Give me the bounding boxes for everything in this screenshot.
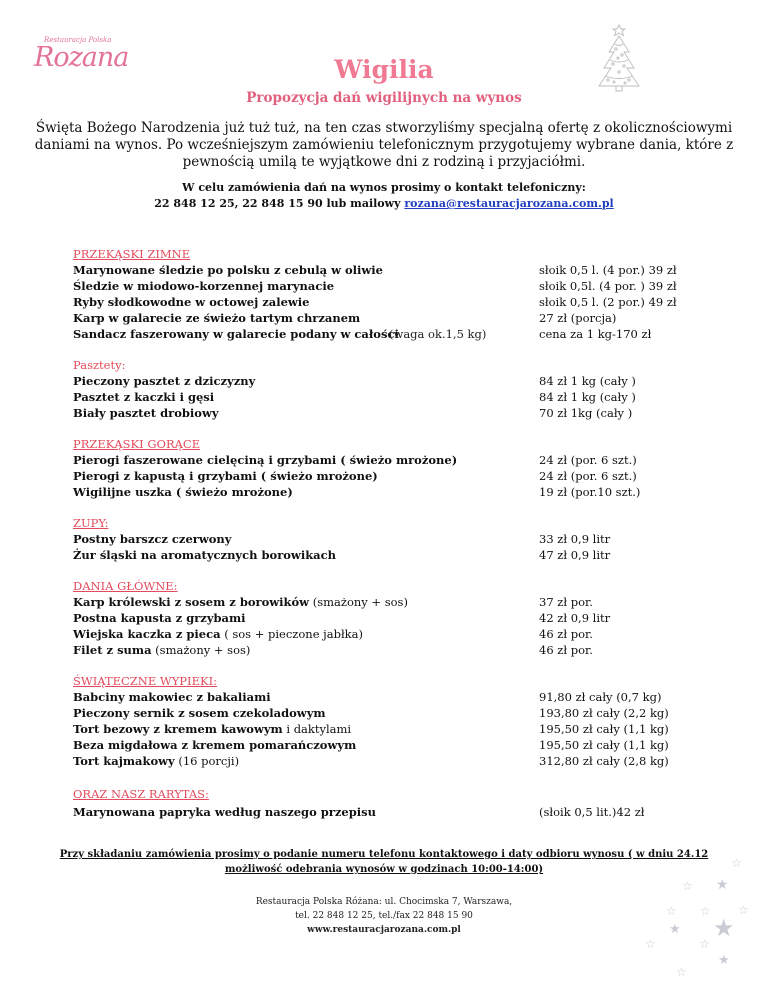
menu-item [73,373,713,389]
section-cold-appetizers [73,246,713,342]
item-name [73,721,351,737]
star-icon: ☆ [676,965,687,979]
item-name: Śledzie w miodowo-korzennej marynacie [73,279,335,293]
item-name [73,705,326,721]
item-title: Postna kapusta z grzybami [73,611,246,625]
item-price: 24 zł (por. 6 szt.) [539,469,637,483]
item-price: 47 zł 0,9 litr [539,548,611,562]
item-note: (smażony + sos) [309,595,408,609]
item-title: Karp królewski z sosem z borowików [73,595,310,609]
star-icon: ☆ [738,903,749,917]
star-icon: ★ [716,877,729,893]
section-title: DANIA GŁÓWNE: [73,579,178,593]
section-soups [73,515,713,563]
menu-item [73,547,713,563]
star-icon: ☆ [731,856,742,870]
star-icon: ★ [669,922,681,937]
item-note: (smażony + sos) [151,643,251,657]
item-price: słoik 0,5 l. (4 por.) 39 zł [539,263,677,277]
item-name: Pieczony pasztet z dziczyzny [73,374,256,388]
item-title: Babciny makowiec z bakaliami [73,690,271,704]
intro-paragraph: Święta Bożego Narodzenia już tuż tuż, na ten czas stworzyliśmy specjalną ofertę z okolicznościowymi daniami na wynos. Po wcześniejszym zamówieniu telefonicznym przygotujemy wybrane dania, które z pewnością umilą te wyjątkowe dni z rodziną i przyjaciółmi. [34,120,734,170]
item-name [73,642,250,658]
footer [0,895,768,937]
item-title: Filet z suma [73,643,152,657]
item-name: Marynowane śledzie po polsku z cebulą w oliwie [73,263,383,277]
item-price: 24 zł (por. 6 szt.) [539,453,637,467]
menu-item [73,262,713,278]
contact-line-2 [0,196,768,212]
star-icon: ☆ [645,937,656,951]
menu-item [73,389,713,405]
menu-item [73,737,713,753]
item-name: Żur śląski na aromatycznych borowikach [73,548,336,562]
star-icon: ★ [713,914,735,942]
item-price: słoik 0,5l. (4 por. ) 39 zł [539,279,677,293]
menu-item [73,531,713,547]
item-price: 91,80 zł cały (0,7 kg) [539,690,662,704]
section-title: ORAZ NASZ RARYTAS: [73,787,209,801]
item-name: Karp w galarecie ze świeżo tartym chrzanem [73,311,361,325]
item-name: Pierogi z kapustą i grzybami ( świeżo mrożone) [73,469,378,483]
menu-item [73,753,713,769]
item-note: ( sos + pieczone jabłka) [220,627,363,641]
menu-item [73,689,713,705]
section-title: Pasztety: [73,358,126,372]
item-price: (słoik 0,5 lit.)42 zł [539,805,645,819]
star-icon: ☆ [666,904,677,918]
section-title: PRZEKĄSKI GORĄCE [73,437,201,451]
menu-item [73,278,713,294]
item-title: Wiejska kaczka z pieca [73,627,221,641]
logo-wordmark: Rozana [34,42,129,73]
menu-item [73,294,713,310]
logo-tagline: Restauracja Polska [44,36,112,44]
page-title: Wigilia [334,55,434,84]
item-price: 46 zł por. [539,627,593,641]
star-icon: ☆ [682,879,693,893]
star-icon: ☆ [700,904,711,918]
item-price: 84 zł 1 kg (cały ) [539,374,636,388]
item-name: Pasztet z kaczki i gęsi [73,390,215,404]
menu-item [73,721,713,737]
menu-item [73,452,713,468]
contact-phones: 22 848 12 25, 22 848 15 90 lub mailowy [154,197,405,210]
section-specialty [73,786,713,820]
item-name [73,753,239,769]
item-name: Ryby słodkowodne w octowej zalewie [73,295,310,309]
menu-item [73,705,713,721]
item-name [73,594,408,610]
item-name: Wigilijne uszka ( świeżo mrożone) [73,485,293,499]
menu-item [73,468,713,484]
item-name: Sandacz faszerowany w galarecie podany w całości [73,327,399,341]
item-price: 46 zł por. [539,643,593,657]
star-icon: ☆ [699,937,710,951]
footer-phones: tel. 22 848 12 25, tel./fax 22 848 15 90 [295,911,473,921]
footer-website[interactable]: www.restauracjarozana.com.pl [307,925,461,935]
item-price: 312,80 zł cały (2,8 kg) [539,754,669,768]
section-pates [73,357,713,421]
item-name [73,626,363,642]
item-price: słoik 0,5 l. (2 por.) 49 zł [539,295,677,309]
item-name: Marynowana papryka według naszego przepisu [73,805,376,819]
item-name: Biały pasztet drobiowy [73,406,219,420]
section-baked-goods [73,673,713,769]
menu-item [73,326,713,342]
item-price: 27 zł (porcja) [539,311,617,325]
contact-line-1: W celu zamówienia dań na wynos prosimy o kontakt telefoniczny: [182,181,586,194]
section-hot-appetizers [73,436,713,500]
section-main-dishes [73,578,713,658]
item-price: 193,80 zł cały (2,2 kg) [539,706,669,720]
item-title: Beza migdałowa z kremem pomarańczowym [73,738,357,752]
star-icon: ★ [718,953,730,968]
item-name [73,737,356,753]
item-price: cena za 1 kg-170 zł [539,327,652,341]
section-title: PRZEKĄSKI ZIMNE [73,247,191,261]
item-price: 84 zł 1 kg (cały ) [539,390,636,404]
item-note: (16 porcji) [174,754,240,768]
item-name: Pierogi faszerowane cielęciną i grzybami ( świeżo mrożone) [73,453,458,467]
item-title: Tort kajmakowy [73,754,175,768]
menu-item [73,310,713,326]
footer-address: Restauracja Polska Różana: ul. Chocimska 7, Warszawa, [255,897,513,907]
menu-item [73,804,713,820]
item-price: 42 zł 0,9 litr [539,611,611,625]
item-weight: (waga ok.1,5 kg) [389,327,487,341]
section-title: ŚWIĄTECZNE WYPIEKI: [73,674,217,688]
email-link[interactable]: rozana@restauracjarozana.com.pl [404,197,614,210]
item-price: 19 zł (por.10 szt.) [539,485,641,499]
item-price: 33 zł 0,9 litr [539,532,611,546]
item-title: Pieczony sernik z sosem czekoladowym [73,706,326,720]
menu-item [73,626,713,642]
menu-item [73,405,713,421]
item-price: 195,50 zł cały (1,1 kg) [539,722,669,736]
section-title: ZUPY: [73,516,109,530]
item-price: 37 zł por. [539,595,593,609]
contact-info [0,180,768,212]
item-note: i daktylami [282,722,352,736]
item-name: Postny barszcz czerwony [73,532,232,546]
page-subtitle: Propozycja dań wigilijnych na wynos [246,90,522,106]
item-price: 195,50 zł cały (1,1 kg) [539,738,669,752]
item-price: 70 zł 1kg (cały ) [539,406,633,420]
menu-item [73,594,713,610]
menu-item [73,642,713,658]
item-name [73,610,246,626]
menu-item [73,484,713,500]
order-note: Przy składaniu zamówienia prosimy o podanie numeru telefonu kontaktowego i daty odbioru wynosu ( w dniu 24.12 możliwość odebrania wynosów w godzinach 10:00-14:00) [59,849,709,875]
item-title: Tort bezowy z kremem kawowym [73,722,283,736]
menu-item [73,610,713,626]
item-name [73,689,271,705]
